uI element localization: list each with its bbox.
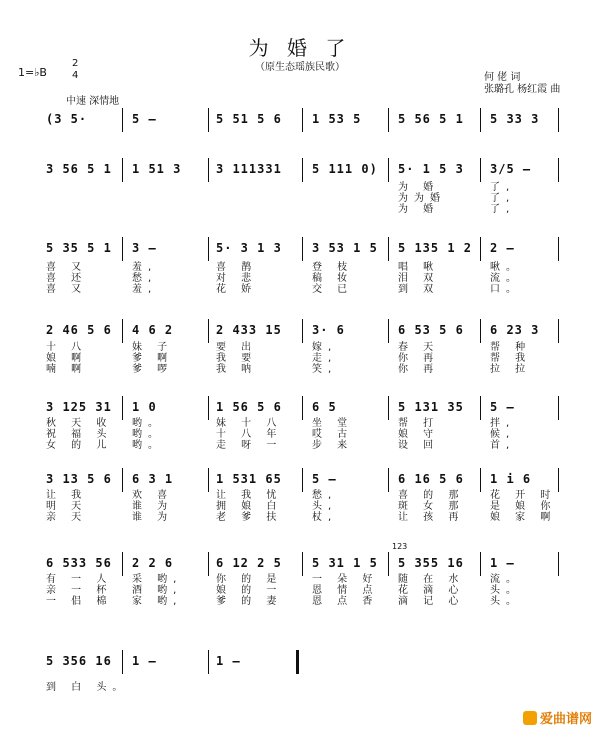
lyric-line: 斑 女 那 (398, 501, 465, 512)
time-top: 2 (72, 58, 79, 69)
lyric-line: 步 来 (312, 440, 354, 451)
measure: 6 5 (312, 400, 337, 414)
lyric-line: 妹 十 八 (216, 418, 283, 429)
measure: 6 53 5 6 (398, 323, 464, 337)
lyric-line: 喜 又 (46, 284, 88, 295)
measure: 5 31 1 5 (312, 556, 378, 570)
lyric-line: 滴 记 心 (398, 596, 465, 607)
barline (558, 158, 559, 182)
barline (558, 237, 559, 261)
measure: 3 56 5 1 (46, 162, 112, 176)
barline (388, 108, 389, 132)
measure: 1 – (490, 556, 515, 570)
lyric-line: 祝 福 头 (46, 429, 113, 440)
lyric-line: 喜 鹊 (216, 262, 258, 273)
tempo-marking: 中速 深情地 (66, 96, 120, 107)
barline (480, 552, 481, 576)
barline (302, 158, 303, 182)
lyric-line: 花 滴 心 (398, 585, 465, 596)
key-signature: 1=♭B (18, 66, 47, 79)
lyric-line: 随 在 水 (398, 574, 465, 585)
lyric-line: 帮 我 (490, 353, 532, 364)
measure: 1 – (216, 654, 241, 668)
lyric-line: 笑, (312, 364, 338, 375)
barline (480, 237, 481, 261)
measure: 2 2 6 (132, 556, 174, 570)
barline (122, 552, 123, 576)
barline (122, 468, 123, 492)
lyric-line: 采 哟, (132, 574, 183, 585)
barline (302, 319, 303, 343)
measure: 5 56 5 1 (398, 112, 464, 126)
lyric-line: 妹 子 (132, 342, 174, 353)
lyric-line: 亲 天 (46, 512, 88, 523)
staff-row (40, 400, 560, 420)
lyrics-block (40, 342, 560, 378)
song-title: 为 婚 了 (248, 36, 352, 60)
lyric-line: 哟。 (132, 440, 164, 451)
lyric-line: 泪 双 (398, 273, 440, 284)
lyrics-block (40, 574, 560, 610)
measure: 1 51 3 (132, 162, 182, 176)
barline (558, 108, 559, 132)
barline (480, 108, 481, 132)
lyricist-credit: 何 佬 词 (484, 72, 521, 83)
staff-row (40, 654, 560, 674)
barline (388, 468, 389, 492)
barline (558, 468, 559, 492)
measure: 1 0 (132, 400, 157, 414)
measure: 5 355 16 (398, 556, 464, 570)
lyric-line: 喜 还 (46, 273, 88, 284)
lyric-line: 爹 啰 (132, 364, 174, 375)
lyric-line: 娘 的 一 (216, 585, 283, 596)
barline (122, 396, 123, 420)
lyric-line: 交 已 (312, 284, 354, 295)
lyric-line: 娘 守 (398, 429, 440, 440)
lyric-line: 了, (490, 193, 516, 204)
lyric-line: 拥 娘 白 (216, 501, 283, 512)
lyric-line: 明 天 (46, 501, 88, 512)
lyric-line: 喜 的 那 (398, 490, 465, 501)
volta-label: 123 (392, 542, 408, 551)
lyric-line: 首, (490, 440, 516, 451)
time-signature (72, 58, 78, 82)
lyric-line: 一 侣 棉 (46, 596, 113, 607)
measure: 1 531 65 (216, 472, 282, 486)
lyric-line: 坐 堂 (312, 418, 354, 429)
measure: 6 16 5 6 (398, 472, 464, 486)
lyric-line: 帮 打 (398, 418, 440, 429)
lyrics-block (40, 182, 560, 218)
lyric-line: 哟。 (132, 429, 164, 440)
barline (208, 650, 209, 674)
lyric-line: 头。 (490, 585, 522, 596)
measure: 5 131 35 (398, 400, 464, 414)
barline (388, 552, 389, 576)
barline (302, 552, 303, 576)
measure: 6 533 56 (46, 556, 112, 570)
barline (558, 396, 559, 420)
barline (208, 552, 209, 576)
lyric-line: 你 再 (398, 364, 440, 375)
measure: 3 111331 (216, 162, 282, 176)
lyric-line: 嫁, (312, 342, 338, 353)
staff-row (40, 162, 560, 182)
measure: 2 – (490, 241, 515, 255)
lyric-line: 到 白 头。 (46, 682, 129, 693)
measure: 6 23 3 (490, 323, 540, 337)
lyric-line: 十 八 (46, 342, 88, 353)
lyric-line: 口。 (490, 284, 522, 295)
lyric-line: 为为婚 (398, 193, 446, 204)
lyric-line: 我 呐 (216, 364, 258, 375)
lyric-line: 拉 拉 (490, 364, 532, 375)
lyric-line: 花 开 时 (490, 490, 557, 501)
lyric-line: 喜 又 (46, 262, 88, 273)
lyric-line: 谁 为 (132, 501, 174, 512)
measure: 5 135 1 2 (398, 241, 473, 255)
lyrics-block (40, 262, 560, 298)
watermark-text: 爱曲谱网 (539, 712, 592, 727)
measure: 1 53 5 (312, 112, 362, 126)
lyric-line: 走 呀 一 (216, 440, 283, 451)
lyric-line: 啾。 (490, 262, 522, 273)
staff-row (40, 472, 560, 492)
lyric-line: 流。 (490, 273, 522, 284)
measure: 6 12 2 5 (216, 556, 282, 570)
barline (302, 396, 303, 420)
barline (302, 468, 303, 492)
lyric-line: 是 娘 你 (490, 501, 557, 512)
measure: 3· 6 (312, 323, 345, 337)
measure: 5 356 16 (46, 654, 112, 668)
measure: 3 53 1 5 (312, 241, 378, 255)
lyric-line: 稿 妆 (312, 273, 354, 284)
lyric-line: 谁 为 (132, 512, 174, 523)
lyric-line: 十 八 年 (216, 429, 283, 440)
lyric-line: 登 枝 (312, 262, 354, 273)
time-bottom: 4 (72, 70, 79, 81)
lyric-line: 头。 (490, 596, 522, 607)
measure: 5 – (312, 472, 337, 486)
lyric-line: 娘 啊 (46, 353, 88, 364)
measure: 5 51 5 6 (216, 112, 282, 126)
measure: 5· 3 1 3 (216, 241, 282, 255)
staff-row (40, 323, 560, 343)
song-subtitle: （原生态瑶族民歌） (255, 62, 345, 73)
barline (296, 650, 299, 674)
lyric-line: 恩 点 香 (312, 596, 379, 607)
lyric-line: 你 的 是 (216, 574, 283, 585)
lyric-line: 愁, (132, 273, 158, 284)
lyric-line: 羞, (132, 262, 158, 273)
measure: 5 – (490, 400, 515, 414)
lyric-line: 我 要 (216, 353, 258, 364)
barline (122, 237, 123, 261)
barline (208, 319, 209, 343)
barline (388, 158, 389, 182)
lyric-line: 拌, (490, 418, 516, 429)
barline (388, 319, 389, 343)
lyric-line: 花 娇 (216, 284, 258, 295)
lyric-line: 酒 哟, (132, 585, 183, 596)
lyric-line: 秋 天 收 (46, 418, 113, 429)
measure: 3 13 5 6 (46, 472, 112, 486)
measure: 1 – (132, 654, 157, 668)
measure: 4 6 2 (132, 323, 174, 337)
lyric-line: 娘 家 啊 (490, 512, 557, 523)
lyric-line: 走, (312, 353, 338, 364)
barline (388, 396, 389, 420)
lyric-line: 羞, (132, 284, 158, 295)
lyrics-block (40, 418, 560, 454)
measure: 5 – (132, 112, 157, 126)
lyric-line: 帮 种 (490, 342, 532, 353)
measure: 2 46 5 6 (46, 323, 112, 337)
measure: 3 – (132, 241, 157, 255)
barline (480, 319, 481, 343)
barline (388, 237, 389, 261)
lyric-line: 恩 情 点 (312, 585, 379, 596)
lyric-line: 愁, (312, 490, 338, 501)
lyric-line: 你 再 (398, 353, 440, 364)
lyric-line: 为 婚 (398, 182, 440, 193)
lyric-line: 设 回 (398, 440, 440, 451)
lyric-line: 让 我 (46, 490, 88, 501)
barline (302, 108, 303, 132)
measure: 2 433 15 (216, 323, 282, 337)
measure: 6 3 1 (132, 472, 174, 486)
measure: 1 i 6 (490, 472, 532, 486)
lyric-line: 一 朵 好 (312, 574, 379, 585)
lyric-line: 欢 喜 (132, 490, 174, 501)
measure: 3/5 – (490, 162, 532, 176)
lyric-line: 哎 古 (312, 429, 354, 440)
measure: 1 56 5 6 (216, 400, 282, 414)
logo-icon (523, 711, 537, 725)
staff-row (40, 556, 560, 576)
watermark (523, 708, 592, 727)
lyric-line: 哟。 (132, 418, 164, 429)
lyric-line: 喃 啊 (46, 364, 88, 375)
lyric-line: 杖, (312, 512, 338, 523)
lyric-line: 了, (490, 204, 516, 215)
measure: 5 35 5 1 (46, 241, 112, 255)
lyric-line: 为 婚 (398, 204, 440, 215)
barline (208, 158, 209, 182)
measure: 5 111 0) (312, 162, 378, 176)
lyric-line: 让 我 忧 (216, 490, 283, 501)
lyrics-block (40, 682, 560, 718)
barline (122, 650, 123, 674)
lyric-line: 了, (490, 182, 516, 193)
measure: 5· 1 5 3 (398, 162, 464, 176)
barline (208, 237, 209, 261)
measure: (3 5· (46, 112, 88, 126)
barline (480, 468, 481, 492)
lyric-line: 头, (312, 501, 338, 512)
barline (558, 319, 559, 343)
lyric-line: 老 爹 扶 (216, 512, 283, 523)
lyric-line: 要 出 (216, 342, 258, 353)
lyrics-block (40, 490, 560, 526)
barline (122, 319, 123, 343)
barline (558, 552, 559, 576)
barline (480, 396, 481, 420)
barline (208, 108, 209, 132)
lyric-line: 亲 一 杯 (46, 585, 113, 596)
lyric-line: 女 的 儿 (46, 440, 113, 451)
lyric-line: 让 孩 再 (398, 512, 465, 523)
composer-credit: 张璐孔 杨红霞 曲 (484, 84, 561, 95)
lyric-line: 家 哟, (132, 596, 183, 607)
barline (122, 108, 123, 132)
barline (208, 468, 209, 492)
lyric-line: 对 悲 (216, 273, 258, 284)
lyric-line: 候, (490, 429, 516, 440)
lyric-line: 春 天 (398, 342, 440, 353)
lyric-line: 爹 啊 (132, 353, 174, 364)
barline (302, 237, 303, 261)
barline (122, 158, 123, 182)
lyric-line: 爹 的 妻 (216, 596, 283, 607)
staff-row (40, 241, 560, 261)
lyric-line: 流。 (490, 574, 522, 585)
lyric-line: 唱 啾 (398, 262, 440, 273)
barline (480, 158, 481, 182)
measure: 3 125 31 (46, 400, 112, 414)
lyric-line: 有 一 人 (46, 574, 113, 585)
lyric-line: 到 双 (398, 284, 440, 295)
measure: 5 33 3 (490, 112, 540, 126)
barline (208, 396, 209, 420)
staff-row (40, 112, 560, 132)
